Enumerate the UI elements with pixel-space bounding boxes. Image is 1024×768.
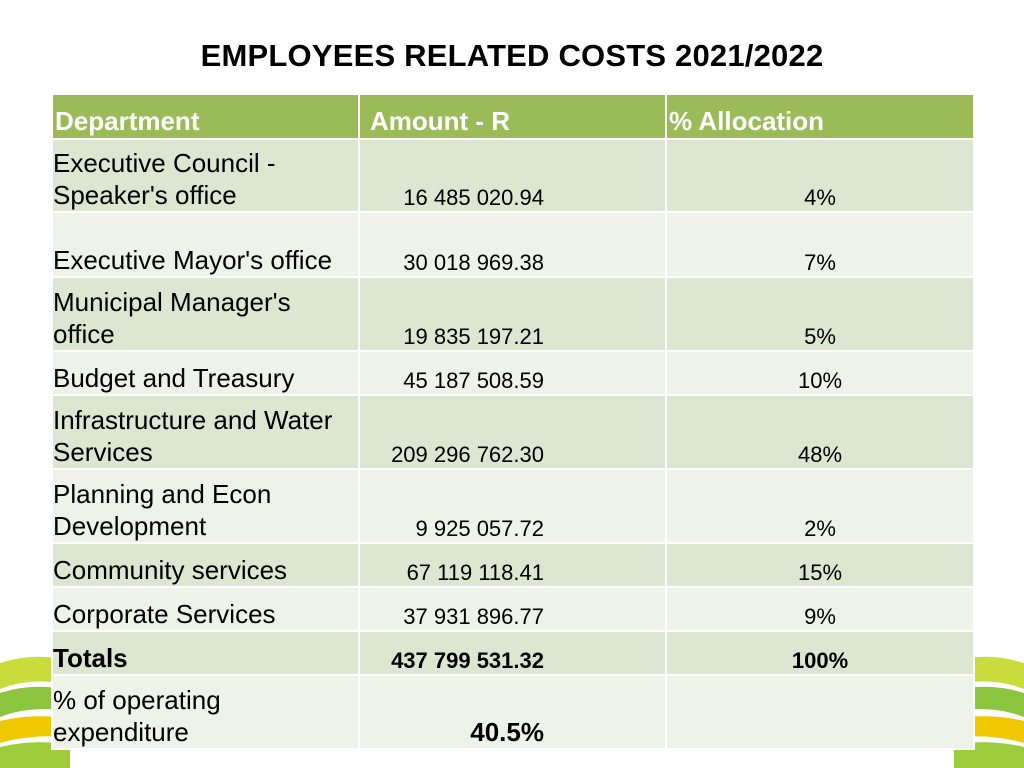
operating-expenditure-row (52, 675, 974, 749)
employee-costs-table (51, 93, 975, 750)
amount-cell (359, 212, 666, 277)
table-row (52, 469, 974, 543)
amount-value: 67 119 118.41 (406, 560, 544, 585)
slide-title: EMPLOYEES RELATED COSTS 2021/2022 (200, 38, 824, 73)
table-header-row (52, 94, 974, 139)
totals-label: Totals (52, 631, 359, 675)
department-cell: Executive Council - Speaker's office (52, 139, 359, 212)
amount-value: 9 925 057.72 (415, 516, 544, 541)
department-cell: Infrastructure and Water Services (52, 395, 359, 469)
allocation-cell: 4% (666, 139, 974, 212)
allocation-cell: 2% (666, 469, 974, 543)
opex-empty-cell (666, 675, 974, 749)
amount-cell (359, 351, 666, 395)
allocation-cell: 5% (666, 277, 974, 351)
totals-amount: 437 799 531.32 (391, 648, 544, 673)
allocation-cell: 48% (666, 395, 974, 469)
department-cell: Planning and Econ Development (52, 469, 359, 543)
table-row (52, 139, 974, 212)
opex-amount-cell (359, 675, 666, 749)
amount-value: 30 018 969.38 (403, 250, 544, 275)
department-cell: Community services (52, 543, 359, 587)
table-row (52, 351, 974, 395)
amount-cell (359, 469, 666, 543)
opex-label: % of operating expenditure (52, 675, 359, 749)
allocation-cell: 15% (666, 543, 974, 587)
amount-value: 37 931 896.77 (403, 604, 544, 629)
totals-amount-cell (359, 631, 666, 675)
header-allocation: % Allocation (666, 94, 974, 139)
amount-cell (359, 543, 666, 587)
table-row (52, 587, 974, 631)
amount-cell (359, 277, 666, 351)
totals-allocation: 100% (666, 631, 974, 675)
amount-value: 16 485 020.94 (403, 185, 544, 210)
table-row (52, 543, 974, 587)
department-cell: Corporate Services (52, 587, 359, 631)
amount-cell (359, 139, 666, 212)
opex-percentage: 40.5% (470, 717, 544, 747)
amount-value: 45 187 508.59 (403, 368, 544, 393)
allocation-cell: 9% (666, 587, 974, 631)
department-cell: Budget and Treasury (52, 351, 359, 395)
amount-value: 209 296 762.30 (391, 442, 544, 467)
allocation-cell: 7% (666, 212, 974, 277)
table-row (52, 395, 974, 469)
allocation-cell: 10% (666, 351, 974, 395)
header-amount: Amount - R (359, 94, 666, 139)
table-row (52, 277, 974, 351)
table-row (52, 212, 974, 277)
amount-value: 19 835 197.21 (403, 324, 544, 349)
department-cell: Executive Mayor's office (52, 212, 359, 277)
department-cell: Municipal Manager's office (52, 277, 359, 351)
header-department: Department (52, 94, 359, 139)
amount-cell (359, 587, 666, 631)
totals-row (52, 631, 974, 675)
amount-cell (359, 395, 666, 469)
